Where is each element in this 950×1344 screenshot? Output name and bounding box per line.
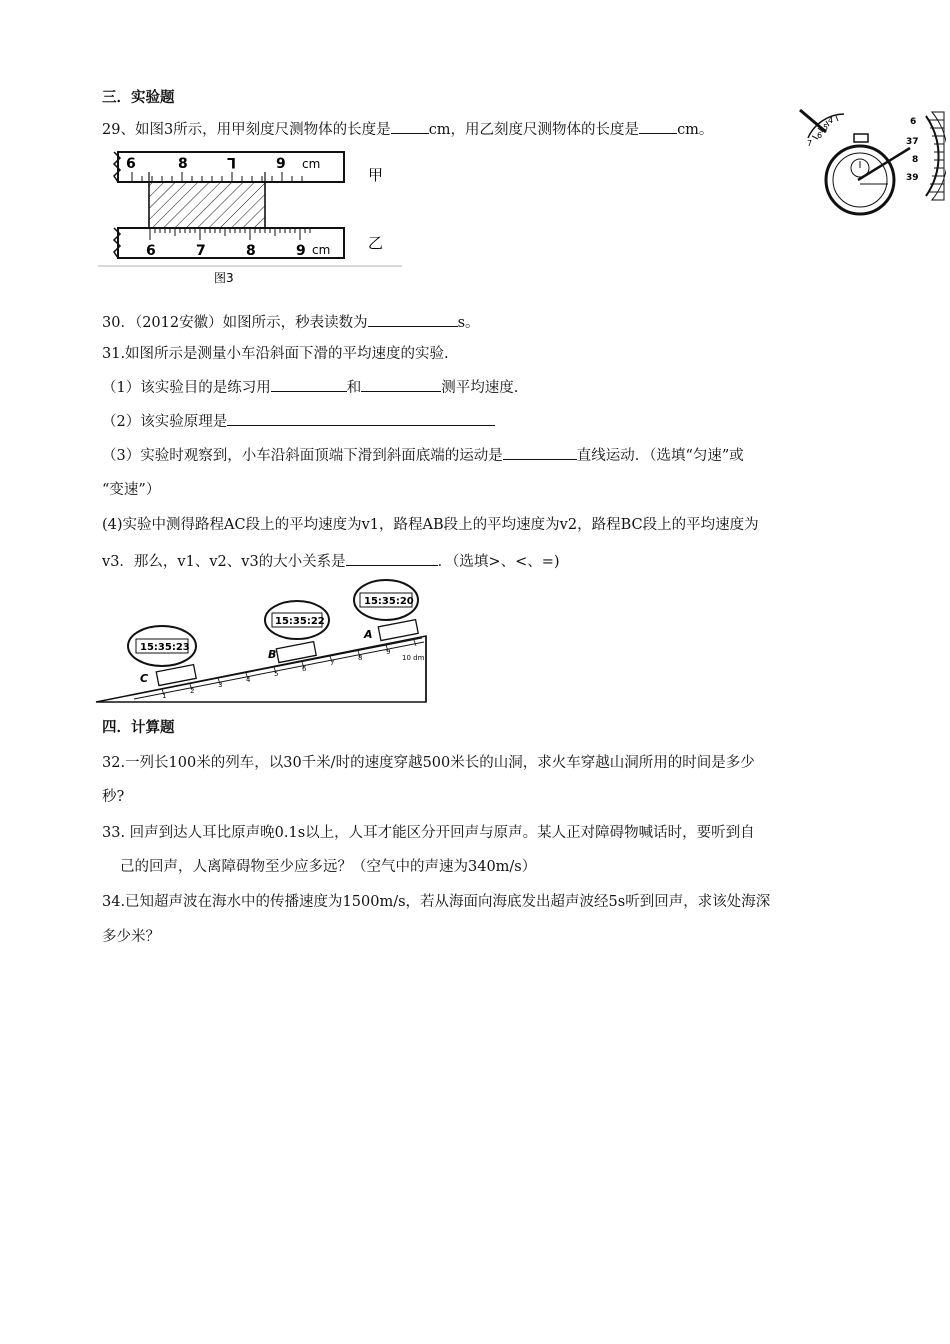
section-4-heading: 四．计算题 <box>102 720 175 736</box>
question-34: 34.已知超声波在海水中的传播速度为1500m/s，若从海面向海底发出超声波经5s听到回声，求该处海深 <box>102 894 771 910</box>
question-32-cont: 秒? <box>102 789 125 805</box>
ruler-b-tick-label: 8 <box>246 243 256 259</box>
ruler-a-tick-label: L <box>227 154 236 170</box>
figure-3-rulers <box>96 148 406 288</box>
ruler-a-tick-label: 6 <box>126 156 136 172</box>
figure-3-caption: 图3 <box>214 271 234 285</box>
ruler-a-tick-label: 8 <box>178 156 188 172</box>
incline-figure <box>92 578 432 708</box>
answer-blank[interactable] <box>391 121 429 134</box>
ruler-b-tick-label: 6 <box>146 243 156 259</box>
answer-blank[interactable] <box>368 314 458 327</box>
ruler-b-tick-label: 9 <box>296 243 306 259</box>
question-33: 33. 回声到达人耳比原声晚0.1s以上，人耳才能区分开回声与原声。某人正对障碍物喊话时，要听到自 <box>102 825 755 841</box>
incline-scale-label: 5 <box>274 670 279 678</box>
clock-a-time: 15:35:20 <box>364 596 414 607</box>
question-31-part-4-cont: v3．那么，v1、v2、v3的大小关系是 ．（选填>、<、=) <box>102 554 560 570</box>
ruler-a-unit: cm <box>302 157 321 171</box>
inner-dial-label: 7 <box>807 139 813 148</box>
outer-dial-label: 37 <box>906 137 919 147</box>
question-31-part-4: (4)实验中测得路程AC段上的平均速度为v1，路程AB段上的平均速度为v2，路程BC段上的平均速度为 <box>102 517 759 533</box>
outer-dial-label: 6 <box>910 117 917 127</box>
incline-scale-label: 4 <box>246 676 251 684</box>
answer-blank[interactable] <box>227 413 495 426</box>
point-b-label: B <box>268 648 277 661</box>
ruler-b-tick-label: 7 <box>196 243 206 259</box>
question-33-cont: 己的回声，人离障碍物至少应多远？（空气中的声速为340m/s） <box>120 859 537 875</box>
answer-blank[interactable] <box>271 379 347 392</box>
cart-a <box>378 620 418 641</box>
inner-dial-label: 4 <box>828 116 834 125</box>
incline-scale-label: 3 <box>218 681 223 689</box>
point-a-label: A <box>364 628 373 641</box>
incline-scale-label: 10 dm <box>402 654 425 662</box>
incline-scale-label: 6 <box>302 665 307 673</box>
question-31-part-1: （1）该实验目的是练习用 和 测平均速度. <box>102 380 519 396</box>
point-c-label: C <box>140 672 149 685</box>
question-32: 32.一列长100米的列车，以30千米/时的速度穿越500米长的山洞，求火车穿越山洞所用的时间是多少 <box>102 755 755 771</box>
incline-scale-label: 2 <box>190 687 195 695</box>
question-31-part-3-cont: “变速”） <box>102 482 161 498</box>
question-31-part-2: （2）该实验原理是 <box>102 410 495 431</box>
question-29: 29、如图3所示，用甲刻度尺测物体的长度是 cm，用乙刻度尺测物体的长度是 cm。 <box>102 122 714 138</box>
ruler-a-label: 甲 <box>368 166 384 184</box>
question-30: 30．（2012安徽）如图所示，秒表读数为 s。 <box>102 315 480 331</box>
answer-blank[interactable] <box>361 379 441 392</box>
clock-b-time: 15:35:22 <box>275 616 325 627</box>
question-31-stem: 31.如图所示是测量小车沿斜面下滑的平均速度的实验. <box>102 346 449 362</box>
incline-scale-label: 7 <box>330 659 335 667</box>
clock-c-time: 15:35:23 <box>140 642 190 653</box>
inner-dial-label: 6 <box>817 131 823 140</box>
inner-dial-label: 5 <box>823 123 829 132</box>
incline-scale-label: 1 <box>162 692 167 700</box>
measured-object <box>149 182 265 228</box>
ruler-b-unit: cm <box>312 243 331 257</box>
answer-blank[interactable] <box>503 447 577 460</box>
outer-dial-label: 39 <box>906 173 919 183</box>
question-31-part-3: （3）实验时观察到，小车沿斜面顶端下滑到斜面底端的运动是 直线运动．（选填“匀速”或 <box>102 448 744 464</box>
stopwatch-figure <box>798 108 946 216</box>
incline-scale-label: 8 <box>358 654 363 662</box>
incline-scale-label: 9 <box>386 648 391 656</box>
question-34-cont: 多少米？ <box>102 929 160 945</box>
ruler-b-label: 乙 <box>368 234 384 252</box>
outer-dial-label: 8 <box>912 155 919 165</box>
answer-blank[interactable] <box>346 553 438 566</box>
section-3-heading: 三．实验题 <box>102 90 175 106</box>
ruler-a-tick-label: 9 <box>276 156 286 172</box>
answer-blank[interactable] <box>639 121 677 134</box>
